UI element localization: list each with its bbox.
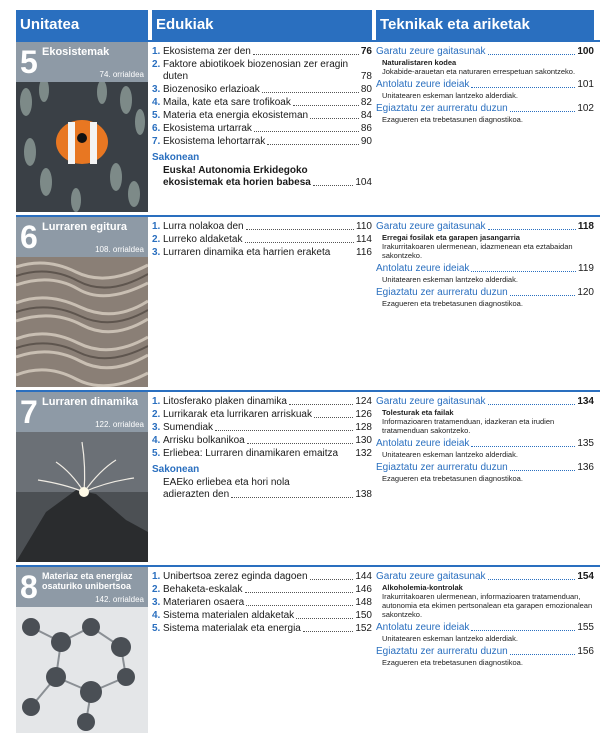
- toc-item[interactable]: 3. Sumendiak 128: [152, 422, 372, 433]
- toc-item[interactable]: 5. Sistema materialak eta energia 152: [152, 623, 372, 634]
- techniques-cell: [376, 392, 594, 562]
- technique-link[interactable]: Antolatu zeure ideiak 101: [376, 79, 594, 90]
- header-unit: Unitatea: [16, 10, 148, 40]
- unit-page: 74. orrialdea: [99, 70, 144, 79]
- toc-item[interactable]: 2. Faktore abiotikoek biozenosian zer eragin duten 78: [152, 59, 372, 82]
- techniques-cell: [376, 42, 594, 212]
- technique-link[interactable]: Garatu zeure gaitasunak 154: [376, 571, 594, 582]
- header-content: Edukiak: [152, 10, 372, 40]
- volcano-photo: [16, 432, 148, 562]
- content-cell: [152, 42, 372, 212]
- unit-row-6: [16, 217, 600, 387]
- toc-item[interactable]: 4. Arrisku bolkanikoa 130: [152, 435, 372, 446]
- sakonean-label: Sakonean: [152, 152, 200, 163]
- toc-item[interactable]: 4. Sistema materialen aldaketak 150: [152, 610, 372, 621]
- technique-link[interactable]: Antolatu zeure ideiak 135: [376, 438, 594, 449]
- clownfish-photo: [16, 82, 148, 212]
- unit-number: 8: [20, 569, 38, 605]
- unit-banner: [16, 392, 148, 432]
- technique-link[interactable]: Egiaztatu zer aurreratu duzun 156: [376, 646, 594, 657]
- technique-desc: Erregai fosilak eta garapen jasangarria Irakurritakoaren ulermenean, idazmenean eta eztabaidan sakontzeko.: [382, 233, 573, 260]
- unit-title: Lurraren egitura: [42, 221, 127, 233]
- technique-desc: Unitatearen eskeman lantzeko alderdiak.: [382, 275, 518, 284]
- technique-link[interactable]: Egiaztatu zer aurreratu duzun 102: [376, 103, 594, 114]
- technique-link[interactable]: Garatu zeure gaitasunak 134: [376, 396, 594, 407]
- technique-link[interactable]: Garatu zeure gaitasunak 100: [376, 46, 594, 57]
- toc-item[interactable]: 1. Unibertsoa zerez eginda dagoen 144: [152, 571, 372, 582]
- toc-item[interactable]: 3. Materiaren osaera 148: [152, 597, 372, 608]
- technique-desc: Unitatearen eskeman lantzeko alderdiak.: [382, 450, 518, 459]
- technique-desc: Unitatearen eskeman lantzeko alderdiak.: [382, 634, 518, 643]
- toc-item[interactable]: 1. Lurra nolakoa den 110: [152, 221, 372, 232]
- table-header: [16, 10, 600, 40]
- toc-item[interactable]: 6. Ekosistema urtarrak 86: [152, 123, 372, 134]
- toc-item[interactable]: 2. Behaketa-eskalak 146: [152, 584, 372, 595]
- unit-banner: [16, 42, 148, 82]
- toc-item[interactable]: 5. Erliebea: Lurraren dinamikaren emaitza 132: [152, 448, 372, 459]
- unit-cell: [16, 567, 148, 733]
- unit-page: 122. orrialdea: [95, 420, 144, 429]
- sakonean-item[interactable]: adierazten den 138: [163, 489, 372, 500]
- sakonean-label: Sakonean: [152, 464, 200, 475]
- technique-link[interactable]: Egiaztatu zer aurreratu duzun 136: [376, 462, 594, 473]
- unit-number: 6: [20, 219, 38, 255]
- sakonean-text: Euska! Autonomia Erkidegoko: [163, 165, 308, 176]
- technique-link[interactable]: Antolatu zeure ideiak 155: [376, 622, 594, 633]
- technique-desc: Ezagueren eta trebetasunen diagnostikoa.: [382, 474, 523, 483]
- toc-item[interactable]: 1. Litosferako plaken dinamika 124: [152, 396, 372, 407]
- rock-strata-photo: [16, 257, 148, 387]
- unit-number: 7: [20, 394, 38, 430]
- content-cell: [152, 392, 372, 562]
- unit-title: Materiaz eta energiaz osaturiko unibertsoa: [42, 571, 133, 591]
- unit-number: 5: [20, 44, 38, 80]
- header-techniques: Teknikak eta ariketak: [376, 10, 594, 40]
- techniques-cell: [376, 217, 594, 387]
- unit-row-8: [16, 567, 600, 733]
- technique-link[interactable]: Garatu zeure gaitasunak 118: [376, 221, 594, 232]
- sakonean-item[interactable]: ekosistemak eta horien babesa 104: [163, 177, 372, 188]
- toc-item[interactable]: 2. Lurrikarak eta lurrikaren arriskuak 126: [152, 409, 372, 420]
- techniques-cell: [376, 567, 594, 733]
- unit-cell: [16, 42, 148, 212]
- technique-desc: Ezagueren eta trebetasunen diagnostikoa.: [382, 299, 523, 308]
- toc-item[interactable]: 2. Lurreko aldaketak 114: [152, 234, 372, 245]
- technique-link[interactable]: Antolatu zeure ideiak 119: [376, 263, 594, 274]
- unit-banner: [16, 567, 148, 607]
- unit-row-7: [16, 392, 600, 562]
- unit-title: Ekosistemak: [42, 46, 110, 58]
- unit-banner: [16, 217, 148, 257]
- sakonean-text: EAEko erliebea eta hori nola: [163, 477, 290, 488]
- unit-row-5: [16, 42, 600, 212]
- technique-desc: Alkoholemia-kontrolak Irakurritakoaren ulermenean, informazioaren tratamenduan, autonomia eta ekimen pertsonalean eta garapen emozionalean sakontzeko.: [382, 583, 593, 619]
- technique-desc: Tolesturak eta failak Informazioaren tratamenduan, idazkeran eta irudien tratamenduan sakontzeko.: [382, 408, 555, 435]
- toc-item[interactable]: 3. Biozenosiko erlazioak 80: [152, 84, 372, 95]
- unit-page: 108. orrialdea: [95, 245, 144, 254]
- unit-cell: [16, 217, 148, 387]
- toc-item[interactable]: 4. Maila, kate eta sare trofikoak 82: [152, 97, 372, 108]
- toc-item[interactable]: 3. Lurraren dinamika eta harrien eraketa 116: [152, 247, 372, 258]
- technique-desc: Ezagueren eta trebetasunen diagnostikoa.: [382, 658, 523, 667]
- toc-item[interactable]: 7. Ekosistema lehortarrak 90: [152, 136, 372, 147]
- technique-desc: Ezagueren eta trebetasunen diagnostikoa.: [382, 115, 523, 124]
- molecules-photo: [16, 607, 148, 733]
- toc-item[interactable]: 1. Ekosistema zer den 76: [152, 46, 372, 57]
- toc-item[interactable]: 5. Materia eta energia ekosisteman 84: [152, 110, 372, 121]
- unit-page: 142. orrialdea: [95, 595, 144, 604]
- technique-desc: Naturalistaren kodea Jokabide-arauetan eta naturaren errespetuan sakontzeko.: [382, 58, 576, 76]
- technique-desc: Unitatearen eskeman lantzeko alderdiak.: [382, 91, 518, 100]
- content-cell: [152, 217, 372, 387]
- unit-cell: [16, 392, 148, 562]
- content-cell: [152, 567, 372, 733]
- unit-title: Lurraren dinamika: [42, 396, 138, 408]
- technique-link[interactable]: Egiaztatu zer aurreratu duzun 120: [376, 287, 594, 298]
